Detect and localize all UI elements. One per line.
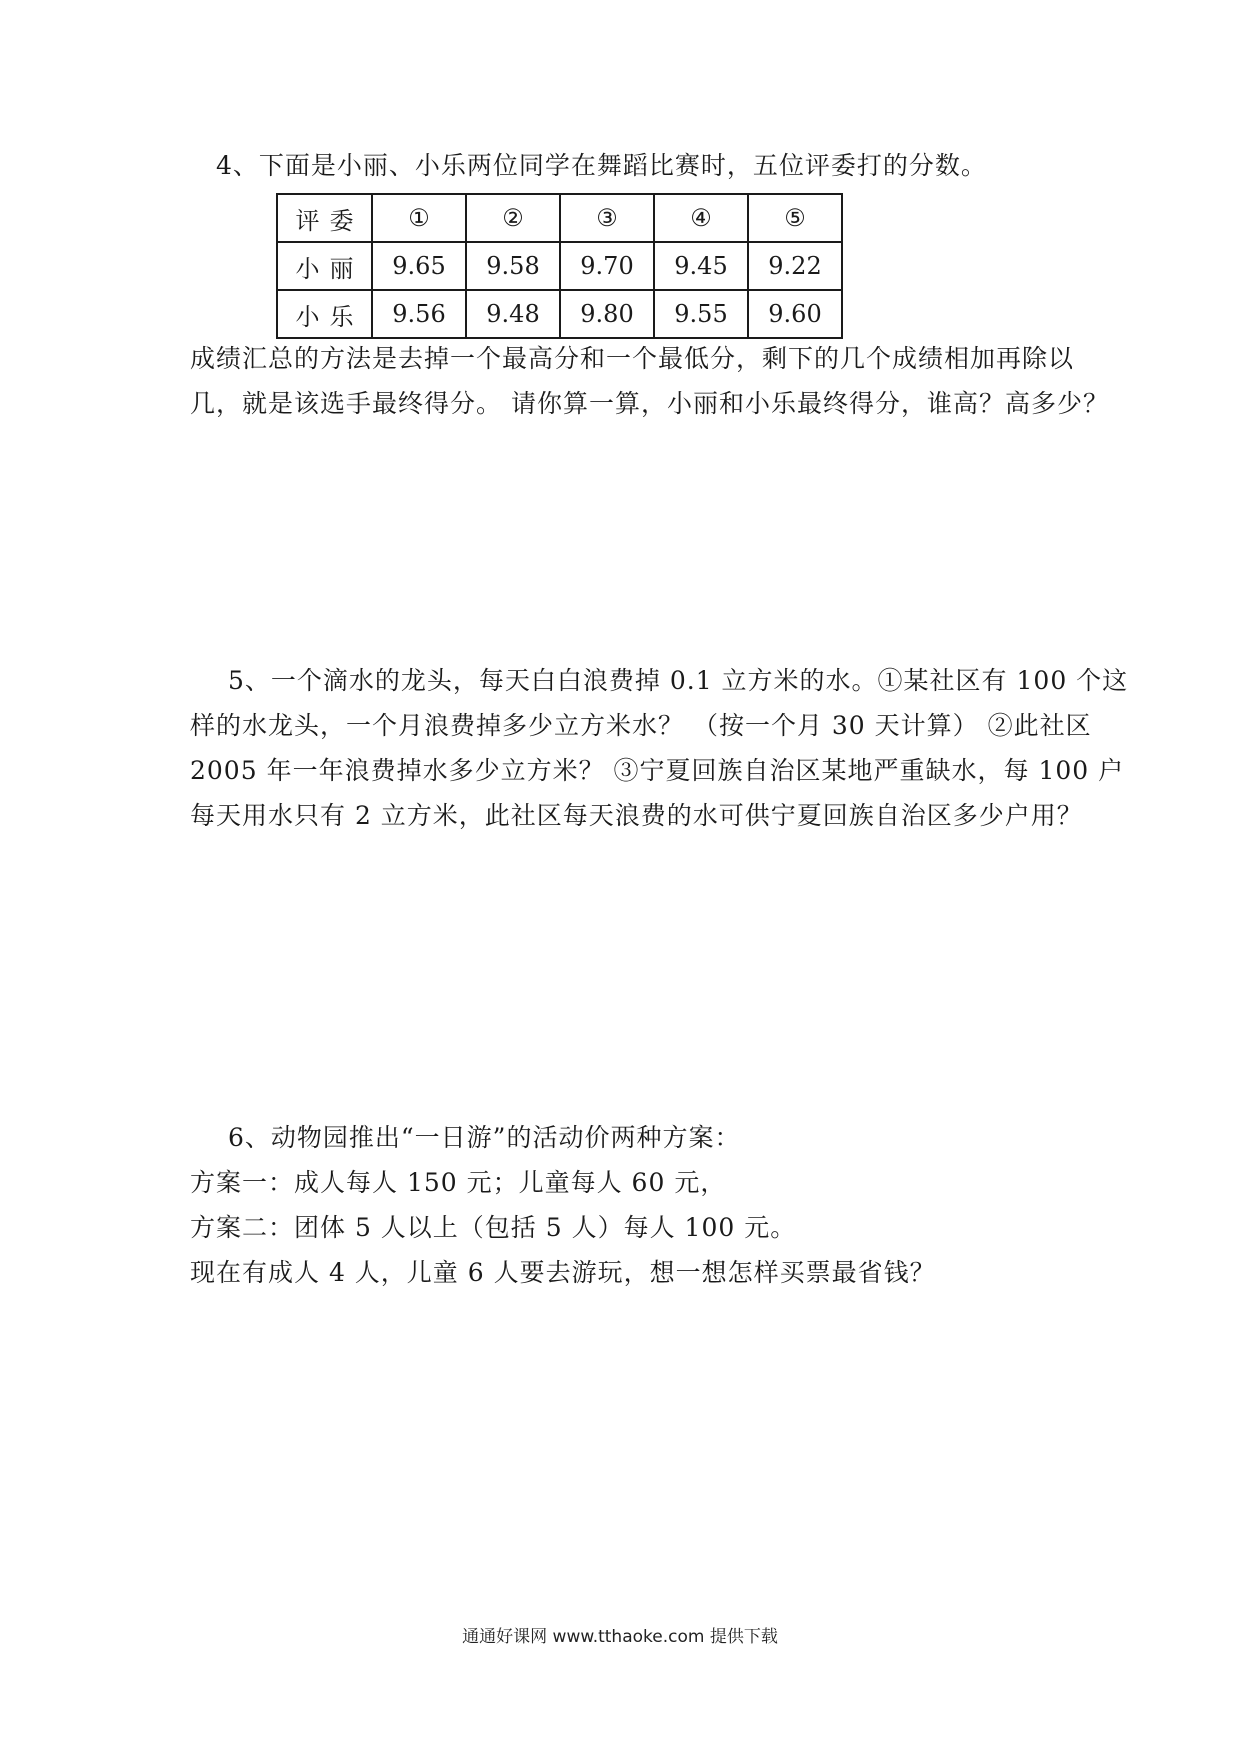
q4-intro-line: 4、下面是小丽、小乐两位同学在舞蹈比赛时，五位评委打的分数。	[216, 151, 987, 180]
score-cell: 9.56	[372, 290, 466, 338]
q4-method-text	[190, 336, 1109, 426]
score-cell: 9.65	[372, 242, 466, 290]
judge-header: ⑤	[748, 194, 842, 242]
q4-line: 成绩汇总的方法是去掉一个最高分和一个最低分，剩下的几个成绩相加再除以	[190, 344, 1075, 373]
q5-line: 每天用水只有 2 立方米，此社区每天浪费的水可供宁夏回族自治区多少户用？	[190, 801, 1083, 830]
score-table-header-label: 评委	[277, 194, 372, 242]
score-table	[276, 193, 843, 339]
page-footer: 通通好课网 www.tthaoke.com 提供下载	[462, 1627, 778, 1647]
score-table-header-row	[277, 194, 842, 242]
q5-line: 样的水龙头，一个月浪费掉多少立方米水？ （按一个月 30 天计算） ②此社区	[190, 711, 1092, 740]
judge-header: ②	[466, 194, 560, 242]
judge-header: ④	[654, 194, 748, 242]
contestant-name: 小乐	[277, 290, 372, 338]
q4-intro	[190, 143, 1070, 188]
q5-text	[190, 658, 1129, 838]
score-cell: 9.60	[748, 290, 842, 338]
score-cell: 9.80	[560, 290, 654, 338]
q6-line: 方案二：团体 5 人以上（包括 5 人）每人 100 元。	[190, 1213, 797, 1242]
score-cell: 9.45	[654, 242, 748, 290]
score-cell: 9.48	[466, 290, 560, 338]
q4-line: 几，就是该选手最终得分。 请你算一算，小丽和小乐最终得分，谁高？高多少？	[190, 389, 1109, 418]
judge-header: ①	[372, 194, 466, 242]
score-cell: 9.70	[560, 242, 654, 290]
contestant-name: 小丽	[277, 242, 372, 290]
q6-text	[190, 1115, 1070, 1295]
q6-line: 6、动物园推出“一日游”的活动价两种方案：	[228, 1123, 741, 1152]
score-cell: 9.58	[466, 242, 560, 290]
judge-header: ③	[560, 194, 654, 242]
q6-line: 方案一：成人每人 150 元；儿童每人 60 元，	[190, 1168, 727, 1197]
q6-line: 现在有成人 4 人，儿童 6 人要去游玩，想一想怎样买票最省钱？	[190, 1258, 936, 1287]
score-table-row	[277, 242, 842, 290]
score-cell: 9.22	[748, 242, 842, 290]
score-table-row	[277, 290, 842, 338]
q5-line: 5、一个滴水的龙头，每天白白浪费掉 0.1 立方米的水。①某社区有 100 个这	[228, 666, 1129, 695]
q5-line: 2005 年一年浪费掉水多少立方米？ ③宁夏回族自治区某地严重缺水，每 100 户	[190, 756, 1125, 785]
score-cell: 9.55	[654, 290, 748, 338]
